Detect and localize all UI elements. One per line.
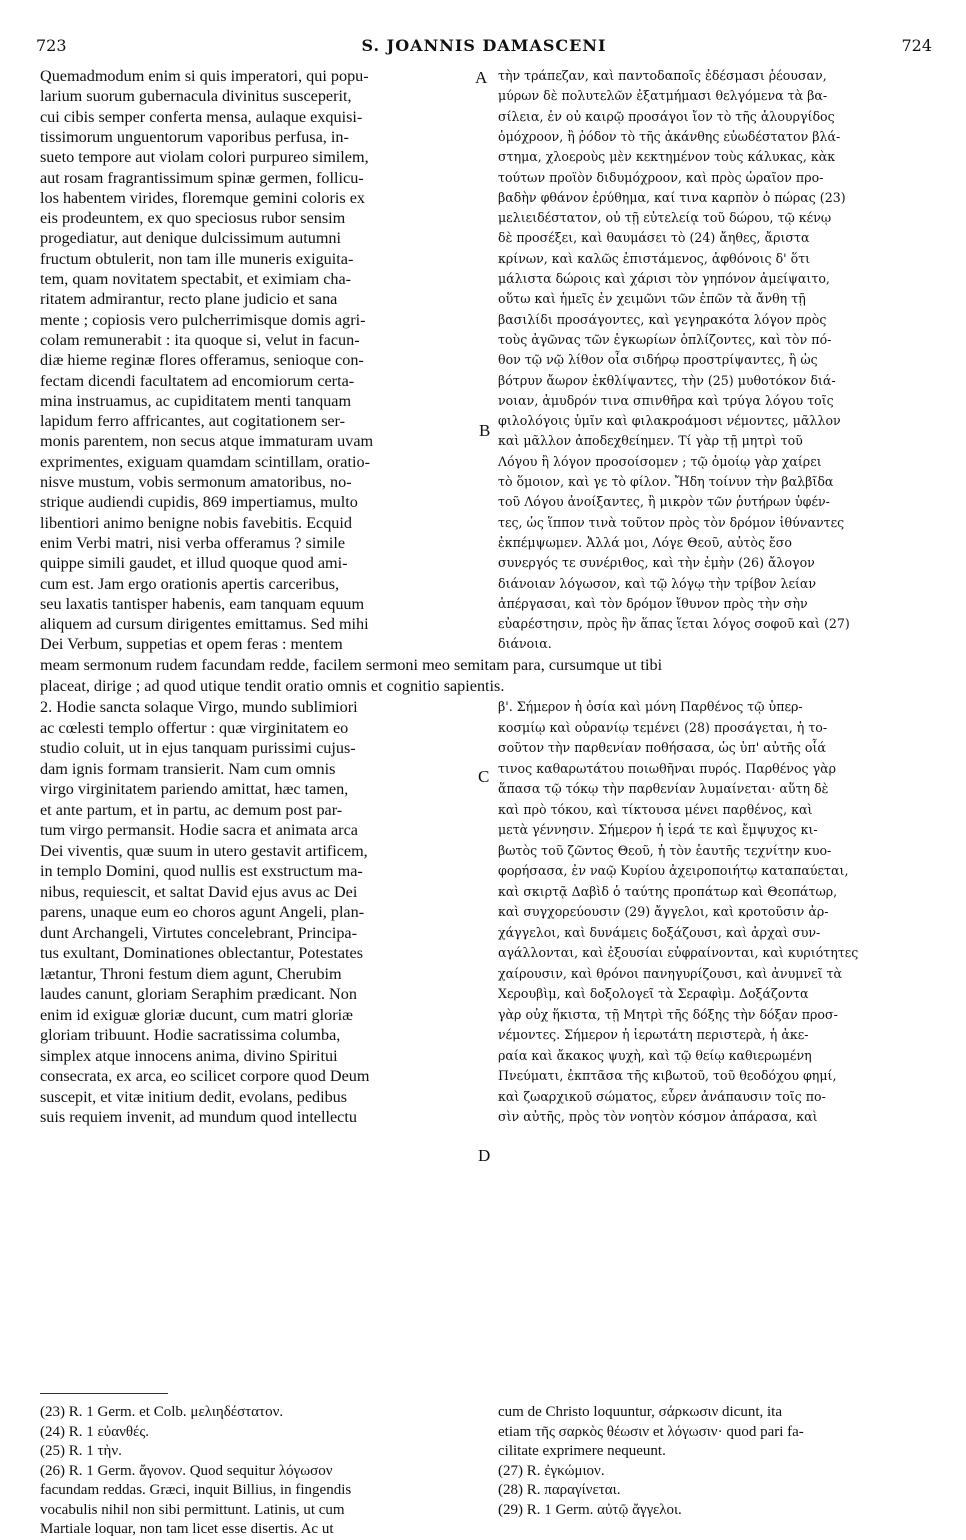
latin-line: laudes canunt, gloriam Seraphim prædicant. Non: [40, 985, 357, 1003]
latin-line: eis prodeuntem, ex quo speciosus rubor sensim: [40, 209, 346, 228]
greek-line: χάγγελοι, καὶ δυνάμεις δοξάζουσι, καὶ ἀρχαὶ συν-: [498, 924, 821, 940]
greek-line: τοῦ Λόγου ἀνοίξαντες, ἢ μικρὸν τῶν ῥυτήρων ὑφέν-: [498, 494, 830, 510]
latin-line: tissimorum unguentorum vaporibus perfusa, in-: [40, 127, 349, 146]
greek-line: βότρυν ἄωρον ἐκθλίψαντες, τὴν (25) μυθοτόκον διά-: [498, 372, 836, 388]
greek-line: καὶ μᾶλλον ἀποδεχθείημεν. Τί γὰρ τῇ μητρὶ τοῦ: [498, 433, 803, 449]
greek-line: χαίρουσιν, καὶ θρόνοι πανηγυρίζουσι, καὶ ἀνυμνεῖ τὰ: [498, 965, 842, 981]
latin-line: fructum obtulerit, non tam ille muneris exiguita-: [40, 249, 354, 268]
latin-line: tem, quam novitatem spectabit, et eximiam cha-: [40, 270, 352, 288]
latin-line: quippe simili gaudet, et illud quoque quod ami-: [40, 554, 348, 573]
greek-line: τὴν τράπεζαν, καὶ παντοδαποῖς ἐδέσμασι ῥέουσαν,: [498, 68, 827, 83]
greek-line: τινος καθαρωτάτου ποιωθῆναι πυρός. Παρθένος γὰρ: [498, 760, 837, 776]
latin-line: 2. Hodie sancta solaque Virgo, mundo sublimiori: [40, 698, 358, 716]
footnote-rule: [40, 1393, 168, 1394]
latin-line: in templo Domini, quod nullis est exstructum ma-: [40, 862, 363, 880]
greek-line: βωτὸς τοῦ ζῶντος Θεοῦ, ἡ τὸν ἑαυτῆς τεχνίτην κυο-: [498, 842, 832, 858]
margin-marker-a: A: [475, 68, 488, 87]
latin-line: exprimentes, exiguam quamdam scintillam, oratio-: [40, 452, 370, 471]
footnote-line: (27) R. ἐγκώμιον.: [498, 1462, 605, 1479]
latin-line: meam sermonum rudem facundam redde, facilem sermoni meo semitam para, cursumque ut tibi: [40, 656, 663, 674]
footnote-line: vocabulis nihil non sibi permittunt. Latinis, ut cum: [40, 1501, 345, 1518]
latin-line: lætantur, Throni festum diem agunt, Cherubim: [40, 964, 342, 983]
latin-line: suscepit, et vitæ initium dedit, evolans, pedibus: [40, 1087, 348, 1106]
footnote-line: (26) R. 1 Germ. ἄγονον. Quod sequitur λόγωσον: [40, 1462, 333, 1479]
footnotes-left: [40, 1403, 488, 1540]
greek-line: β'. Σήμερον ἡ ὁσία καὶ μόνη Παρθένος τῷ ὑπερ-: [498, 699, 803, 714]
greek-line: τὸ ὅμοιον, καὶ γε τὸ φίλον. Ἤδη τοίνυν τὴν βαλβῖδα: [498, 474, 834, 489]
footnotes-right: [498, 1403, 934, 1520]
latin-line: cui cibis semper conferta mensa, aulaque exquisi-: [40, 107, 363, 126]
footnote-line: (23) R. 1 Germ. et Colb. μελιηδέστατον.: [40, 1404, 284, 1420]
latin-line: cum est. Jam ergo orationis apertis carceribus,: [40, 574, 340, 593]
greek-line: δὲ προσέξει, καὶ θαυμάσει τὸ (24) ἄηθες, ἄριστα: [498, 230, 810, 246]
greek-line: ἀπέργασαι, καὶ τὸν δρόμον ἴθυνον πρὸς τὴν σὴν: [498, 595, 808, 611]
greek-line: τούτων προϊὸν διδυμόχροον, καὶ πρὸς ὡραῖον προ-: [498, 169, 824, 185]
footnote-line: (25) R. 1 τὴν.: [40, 1443, 122, 1459]
latin-line: seu laxatis tantisper habenis, eam tanquam equum: [40, 594, 365, 613]
latin-line: enim Verbi matri, nisi verba offeramus ? simile: [40, 533, 346, 552]
latin-column-bottom: [40, 697, 488, 1128]
latin-line: Quemadmodum enim si quis imperatori, qui popu-: [40, 67, 369, 85]
latin-line: mina instruamus, ac cupiditatem menti tanquam: [40, 391, 352, 410]
latin-line: mente ; copiosis vero pulcherrimisque domis agri-: [40, 310, 366, 329]
margin-marker-b: B: [479, 421, 491, 440]
latin-column-top: [40, 66, 491, 655]
latin-line: gloriam tribuunt. Hodie sacratissima columba,: [40, 1026, 341, 1044]
greek-line: σίλεια, ἐν οὐ καιρῷ προσάγοι ἴον τὸ τῆς ἁλουργίδος: [498, 108, 835, 124]
greek-line: μύρων δὲ πολυτελῶν ἐξατμήμασι θελγόμενα τὰ βα-: [498, 88, 828, 104]
page-number-right: 724: [901, 36, 932, 55]
greek-line: συνεργός τε συνέριθος, καὶ τὴν ἐμὴν (26) ἄλογον: [498, 555, 815, 571]
greek-line: μελιειδέστατον, οὐ τῇ εὐτελείᾳ τοῦ δώρου, τῷ κένῳ: [498, 210, 832, 226]
latin-line: simplex atque innocens anima, divino Spiritui: [40, 1046, 338, 1065]
running-title: S. JOANNIS DAMASCENI: [361, 36, 607, 55]
latin-line: monis parentem, non secus atque immaturam uvam: [40, 432, 374, 451]
greek-line: στημα, χλοεροὺς μὲν κεκτημένον τοὺς κάλυκας, κὰκ: [498, 149, 836, 165]
greek-line: φιλολόγοις ὑμῖν καὶ φιλακροάμοσι νέμοντες, μᾶλλον: [498, 413, 841, 429]
latin-line: aut rosam fragrantissimum spinæ germen, follicu-: [40, 168, 364, 187]
greek-line: καὶ σκιρτᾷ Δαβὶδ ὁ ταύτης προπάτωρ καὶ Θεοπάτωρ,: [498, 883, 838, 899]
greek-line: βασιλίδι προσάγοντες, καὶ γεγηρακότα λόγον πρὸς: [498, 311, 827, 327]
latin-line: nibus, requiescit, et saltat David ejus avus ac Dei: [40, 882, 358, 901]
footnote-line: cum de Christo loquuntur, σάρκωσιν dicunt, ita: [498, 1404, 783, 1420]
greek-line: ραία καὶ ἄκακος ψυχὴ, καὶ τῷ θείῳ καθιερωμένη: [498, 1047, 812, 1063]
greek-line: τοὺς ἀγῶνας τῶν ἐγκωρίων ὁπλίζοντες, καὶ τὸν πό-: [498, 331, 832, 347]
greek-line: εὐαρέστησιν, πρὸς ἣν ἅπας ἵεται λόγος σοφοῦ καὶ (27): [498, 616, 850, 632]
latin-line: consecrata, ex arca, eo scilicet corpore quod Deum: [40, 1067, 370, 1085]
latin-line: lapidum ferro affricantes, aut cogitationem ser-: [40, 412, 346, 431]
latin-line: strique audiendi cupidis, 869 impertiamus, multo: [40, 493, 358, 512]
footnote-line: (24) R. 1 εὐανθές.: [40, 1423, 150, 1440]
greek-line: σὶν αὐτῆς, πρὸς τὸν νοητὸν κόσμον ἀπάρασα, καὶ: [498, 1109, 818, 1124]
latin-line: Dei viventis, quæ suum in utero gestavit artificem,: [40, 841, 368, 860]
greek-line: σοῦτον τὴν παρθενίαν ποθήσασα, ὡς ὑπ' αὐτῆς οἷά: [498, 740, 826, 755]
latin-line: tus exultant, Dominationes oblectantur, Potestates: [40, 944, 364, 962]
greek-line: βαδὴν φθάνον ἐρύθημα, καί τινα καρπὸν ὀ πώρας (23): [498, 189, 846, 205]
footnote-line: Martiale loquar, non tam licet esse disertis. Ac ut: [40, 1521, 334, 1537]
footnote-line: etiam τῆς σαρκὸς θέωσιν et λόγωσιν· quod pari fa-: [498, 1423, 804, 1440]
greek-line: ἐκπέμψωμεν. Ἀλλά μοι, Λόγε Θεοῦ, αὐτὸς ἔσο: [498, 534, 792, 550]
greek-line: μετὰ γέννησιν. Σήμερον ἡ ἱερά τε καὶ ἔμψυχος κι-: [498, 822, 818, 837]
page-number-left: 723: [36, 36, 67, 55]
latin-line: placeat, dirige ; ad quod utique tendit oratio omnis et cognitio sapientis.: [40, 676, 505, 695]
latin-line: parens, unaque eum eo choros agunt Angeli, plan-: [40, 903, 365, 921]
greek-line: καὶ ζωαρχικοῦ σώματος, εὗρεν ἀνάπαυσιν τοῖς πο-: [498, 1088, 826, 1104]
greek-column-bottom: [498, 697, 934, 1128]
latin-line: diæ hieme reginæ flores offeramus, senioque con-: [40, 351, 364, 370]
latin-line: sueto tempore aut violam colori purpureo similem,: [40, 148, 369, 167]
page-header: [36, 36, 932, 58]
footnote-line: (28) R. παραγίνεται.: [498, 1482, 621, 1498]
latin-line: dam ignis formam transierit. Nam cum omnis: [40, 759, 336, 778]
greek-line: αγάλλονται, καὶ ἐξουσίαι εὐφραίνονται, καὶ κυριότητες: [498, 945, 859, 960]
margin-marker-c: C: [478, 767, 490, 786]
latin-line: virgo virginitatem pariendo amittat, hæc tamen,: [40, 780, 349, 798]
latin-line: tum virgo permansit. Hodie sacra et animata arca: [40, 821, 358, 839]
latin-line: nisve mustum, vobis sermonum amatoribus, no-: [40, 473, 352, 491]
latin-line: los habentem virides, floremque gemini coloris ex: [40, 188, 366, 207]
latin-line: enim id exiguæ gloriæ ducunt, cum matri gloriæ: [40, 1005, 353, 1024]
greek-line: κρίνων, καὶ καλῶς ἐπιστάμενος, ἀφθόνοις δ' ὅτι: [498, 250, 811, 266]
greek-line: διάνοια.: [498, 636, 552, 652]
greek-line: νέμοντες. Σήμερον ἡ ἱερωτάτη περιστερὰ, ἡ ἀκε-: [498, 1027, 809, 1042]
greek-line: καὶ συγχορεύουσιν (29) ἄγγελοι, καὶ κροτοῦσιν ἀρ-: [498, 904, 829, 919]
latin-line: studio coluit, ut in ejus tanquam purissimi cujus-: [40, 739, 356, 757]
footnote-line: cilitate exprimere nequeunt.: [498, 1443, 666, 1459]
greek-line: θον τῷ νῷ λίθον οἷα σιδήρῳ προστρίψαντες, ἢ ὡς: [498, 352, 818, 368]
latin-line: progediatur, aut denique dulcissimum autumni: [40, 229, 342, 248]
greek-line: οὕτω καὶ ἡμεῖς ἐν χειμῶνι τῶν ἐπῶν τὰ ἄνθη τῇ: [498, 291, 806, 307]
greek-line: διάνοιαν λόγωσον, καὶ τῷ λόγῳ τὴν τρίβον λείαν: [498, 575, 817, 591]
latin-line: larium suorum gubernacula divinitus susceperit,: [40, 87, 352, 106]
greek-line: μάλιστα δώροις καὶ χάρισι τὸν γηπόνον ἀμείψαιτο,: [498, 271, 830, 286]
latin-full-width-lines: [40, 655, 940, 696]
greek-line: Πνεύματι, ἐκπτᾶσα τῆς κιβωτοῦ, τοῦ θεοδόχου φημί,: [498, 1068, 837, 1083]
latin-line: aliquem ad cursum dirigentes emittamus. Sed mihi: [40, 615, 369, 634]
greek-line: γὰρ οὐχ ἥκιστα, τῇ Μητρὶ τῆς δόξης τὴν δόξαν προσ-: [498, 1006, 838, 1022]
greek-line: ἅπασα τῷ τόκῳ τὴν παρθενίαν λυμαίνεται· αὕτη δὲ: [498, 781, 829, 796]
greek-line: κοσμίῳ καὶ οὐρανίῳ τεμένει (28) προσάγεται, ἡ το-: [498, 719, 828, 735]
greek-line: καὶ πρὸ τόκου, καὶ τίκτουσα μένει παρθένος, καὶ: [498, 801, 813, 817]
latin-line: dunt Archangeli, Virtutes concelebrant, Principa-: [40, 923, 357, 942]
greek-line: νοιαν, ἀμυδρόν τινα σπινθῆρα καὶ τρύγα λόγου τοῖς: [498, 392, 834, 408]
latin-line: ritatem admirantur, recto plane judicio et sana: [40, 290, 338, 309]
latin-line: ac cœlesti templo offertur : quæ virginitatem eo: [40, 718, 349, 737]
latin-line: colam remunerabit : ita quoque si, velut in facun-: [40, 330, 360, 349]
latin-line: suis requiem invenit, ad mundum quod intellectu: [40, 1108, 357, 1126]
greek-line: ὁμόχροον, ἢ ῥόδον τὸ τῆς ἀκάνθης εὐωδέστατον βλά-: [498, 128, 841, 144]
margin-marker-d: D: [478, 1146, 491, 1165]
latin-line: libentiori animo benigne nobis favebitis. Ecquid: [40, 513, 352, 532]
footnote-line: facundam reddas. Græci, inquit Billius, in fingendis: [40, 1482, 352, 1498]
greek-line: φορήσασα, ἐν ναῷ Κυρίου ἀχειροποιήτῳ καταπαύεται,: [498, 863, 849, 878]
greek-line: τες, ὡς ἵππον τινὰ τοῦτον πρὸς τὸν δρόμον ἰθύναντες: [498, 514, 845, 530]
greek-column-top: [498, 66, 934, 655]
latin-line: et ante partum, et in partu, ac demum post par-: [40, 800, 343, 819]
latin-line: fectam dicendi facultatem ad encomiorum certa-: [40, 371, 355, 390]
greek-line: Λόγου ἢ λόγον προσοίσομεν ; τῷ ὁμοίῳ γὰρ χαίρει: [498, 453, 822, 469]
footnote-line: (29) R. 1 Germ. αὐτῷ ἄγγελοι.: [498, 1501, 682, 1518]
latin-line: Dei Verbum, suppetias et opem feras : mentem: [40, 635, 343, 654]
greek-line: Χερουβὶμ, καὶ δοξολογεῖ τὰ Σεραφὶμ. Δοξάζοντα: [498, 986, 809, 1001]
